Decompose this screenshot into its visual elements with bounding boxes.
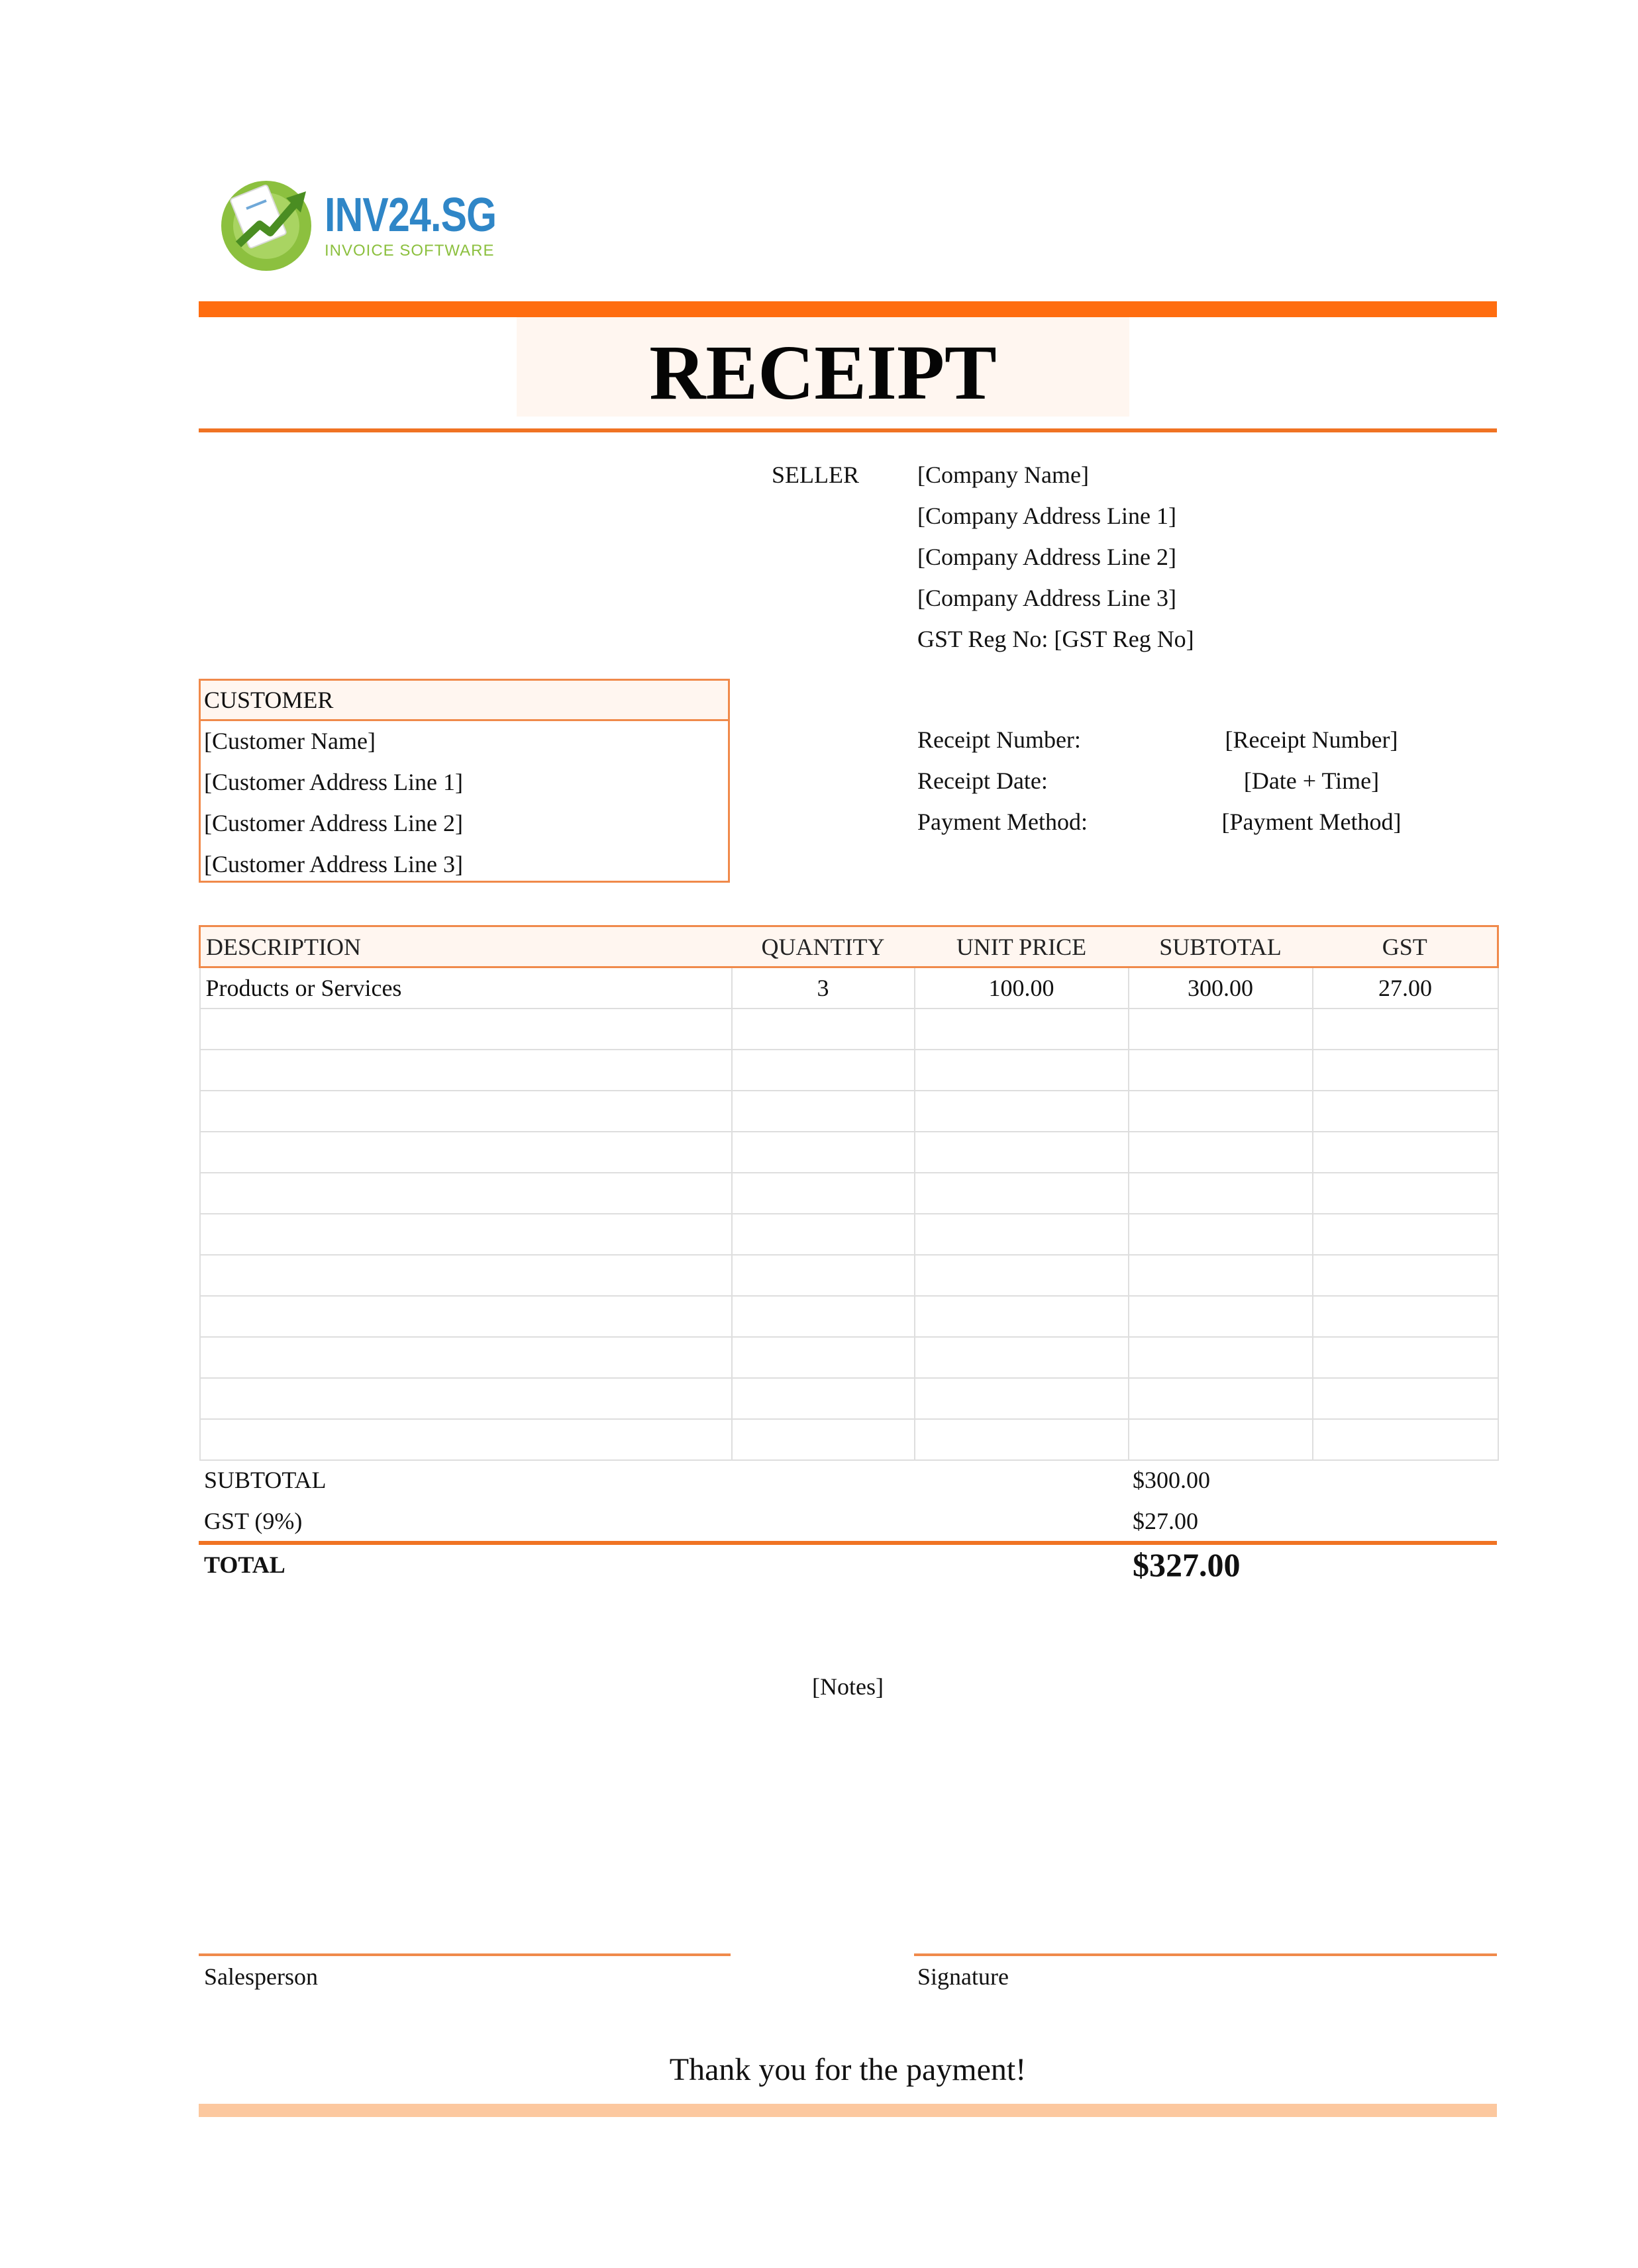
- total-divider: [199, 1541, 1497, 1545]
- customer-name: [Customer Name]: [204, 728, 376, 754]
- gst-value: $27.00: [1133, 1508, 1198, 1534]
- col-gst: GST: [1313, 926, 1498, 967]
- table-cell-empty: [200, 1091, 732, 1132]
- seller-gst-reg: GST Reg No: [GST Reg No]: [917, 626, 1194, 652]
- cell-quantity: 3: [732, 967, 915, 1009]
- table-cell-empty: [1129, 1214, 1313, 1255]
- seller-company-name: [Company Name]: [917, 462, 1089, 488]
- table-cell-empty: [1313, 1009, 1498, 1050]
- table-row-empty: [200, 1419, 1498, 1460]
- table-row-empty: [200, 1009, 1498, 1050]
- table-cell-empty: [1313, 1378, 1498, 1419]
- table-cell-empty: [732, 1091, 915, 1132]
- table-cell-empty: [1313, 1255, 1498, 1296]
- table-cell-empty: [1313, 1173, 1498, 1214]
- table-cell-empty: [1129, 1255, 1313, 1296]
- seller-details: [917, 454, 1194, 660]
- seller-address-line-1: [Company Address Line 1]: [917, 503, 1176, 529]
- table-cell-empty: [1129, 1132, 1313, 1173]
- subtotal-value: $300.00: [1133, 1467, 1210, 1493]
- table-cell-empty: [915, 1214, 1129, 1255]
- signature-label: Signature: [917, 1963, 1009, 1990]
- table-cell-empty: [915, 1091, 1129, 1132]
- table-cell-empty: [732, 1050, 915, 1091]
- total-label: TOTAL: [204, 1552, 285, 1578]
- customer-label: CUSTOMER: [204, 687, 334, 713]
- table-cell-empty: [915, 1255, 1129, 1296]
- header-accent-bar: [199, 301, 1497, 317]
- table-cell-empty: [732, 1419, 915, 1460]
- receipt-date-value: [Date + Time]: [1243, 767, 1380, 794]
- table-cell-empty: [200, 1296, 732, 1337]
- seller-label: SELLER: [772, 462, 859, 488]
- table-cell-empty: [1129, 1337, 1313, 1378]
- table-cell-empty: [1129, 1378, 1313, 1419]
- table-cell-empty: [915, 1009, 1129, 1050]
- logo-wordmark: INV24.SG: [325, 189, 497, 242]
- table-cell-empty: [732, 1214, 915, 1255]
- table-cell-empty: [1313, 1419, 1498, 1460]
- cell-gst: 27.00: [1313, 967, 1498, 1009]
- table-cell-empty: [1129, 1091, 1313, 1132]
- table-cell-empty: [915, 1132, 1129, 1173]
- cell-subtotal: 300.00: [1129, 967, 1313, 1009]
- document-title: RECEIPT: [649, 329, 997, 416]
- table-cell-empty: [732, 1255, 915, 1296]
- table-cell-empty: [915, 1337, 1129, 1378]
- table-cell-empty: [1313, 1132, 1498, 1173]
- table-cell-empty: [200, 1378, 732, 1419]
- col-quantity: QUANTITY: [732, 926, 915, 967]
- table-cell-empty: [732, 1378, 915, 1419]
- logo-tagline: INVOICE SOFTWARE: [325, 242, 495, 260]
- table-row: [200, 967, 1498, 1009]
- table-header-row: [200, 926, 1498, 967]
- cell-unit-price: 100.00: [915, 967, 1129, 1009]
- table-row-empty: [200, 1255, 1498, 1296]
- table-cell-empty: [732, 1296, 915, 1337]
- receipt-info-labels: [917, 719, 1088, 842]
- table-cell-empty: [200, 1214, 732, 1255]
- table-cell-empty: [1313, 1296, 1498, 1337]
- table-row-empty: [200, 1214, 1498, 1255]
- table-cell-empty: [732, 1132, 915, 1173]
- table-cell-empty: [200, 1419, 732, 1460]
- title-divider: [199, 428, 1497, 432]
- table-row-empty: [200, 1050, 1498, 1091]
- table-cell-empty: [732, 1009, 915, 1050]
- table-row-empty: [200, 1378, 1498, 1419]
- table-cell-empty: [1313, 1337, 1498, 1378]
- table-row-empty: [200, 1091, 1498, 1132]
- notes: [Notes]: [812, 1673, 884, 1700]
- logo-icon: [219, 175, 318, 275]
- line-items-table: [199, 925, 1499, 1461]
- table-cell-empty: [1129, 1173, 1313, 1214]
- cell-description: Products or Services: [200, 967, 732, 1009]
- customer-address-line-3: [Customer Address Line 3]: [204, 851, 463, 877]
- table-row-empty: [200, 1132, 1498, 1173]
- customer-details: [204, 679, 463, 885]
- thank-you-message: Thank you for the payment!: [669, 2052, 1027, 2087]
- table-row-empty: [200, 1337, 1498, 1378]
- table-cell-empty: [915, 1296, 1129, 1337]
- receipt-number-value: [Receipt Number]: [1225, 726, 1398, 753]
- table-cell-empty: [200, 1009, 732, 1050]
- company-logo: [219, 175, 510, 275]
- gst-label: GST (9%): [204, 1508, 303, 1534]
- salesperson-label: Salesperson: [204, 1963, 318, 1990]
- table-cell-empty: [915, 1173, 1129, 1214]
- seller-address-line-2: [Company Address Line 2]: [917, 544, 1176, 570]
- table-cell-empty: [915, 1050, 1129, 1091]
- total-value: $327.00: [1133, 1546, 1241, 1583]
- table-cell-empty: [1313, 1050, 1498, 1091]
- payment-method-value: [Payment Method]: [1221, 809, 1402, 835]
- table-row-empty: [200, 1296, 1498, 1337]
- payment-method-label: Payment Method:: [917, 809, 1088, 835]
- receipt-date-label: Receipt Date:: [917, 767, 1048, 794]
- col-unit-price: UNIT PRICE: [915, 926, 1129, 967]
- table-cell-empty: [200, 1050, 732, 1091]
- table-cell-empty: [915, 1419, 1129, 1460]
- table-cell-empty: [1129, 1009, 1313, 1050]
- table-row-empty: [200, 1173, 1498, 1214]
- table-cell-empty: [732, 1173, 915, 1214]
- table-cell-empty: [200, 1173, 732, 1214]
- col-description: DESCRIPTION: [200, 926, 732, 967]
- receipt-info-values: [1186, 719, 1437, 842]
- table-cell-empty: [1129, 1050, 1313, 1091]
- seller-address-line-3: [Company Address Line 3]: [917, 585, 1176, 611]
- footer-accent-bar: [199, 2104, 1497, 2117]
- table-cell-empty: [1313, 1091, 1498, 1132]
- subtotal-label: SUBTOTAL: [204, 1467, 327, 1493]
- table-cell-empty: [200, 1255, 732, 1296]
- table-cell-empty: [200, 1132, 732, 1173]
- table-cell-empty: [1129, 1296, 1313, 1337]
- customer-address-line-1: [Customer Address Line 1]: [204, 769, 463, 795]
- table-cell-empty: [200, 1337, 732, 1378]
- col-subtotal: SUBTOTAL: [1129, 926, 1313, 967]
- table-cell-empty: [1313, 1214, 1498, 1255]
- table-cell-empty: [915, 1378, 1129, 1419]
- receipt-number-label: Receipt Number:: [917, 726, 1081, 753]
- table-cell-empty: [1129, 1419, 1313, 1460]
- customer-address-line-2: [Customer Address Line 2]: [204, 810, 463, 836]
- table-cell-empty: [732, 1337, 915, 1378]
